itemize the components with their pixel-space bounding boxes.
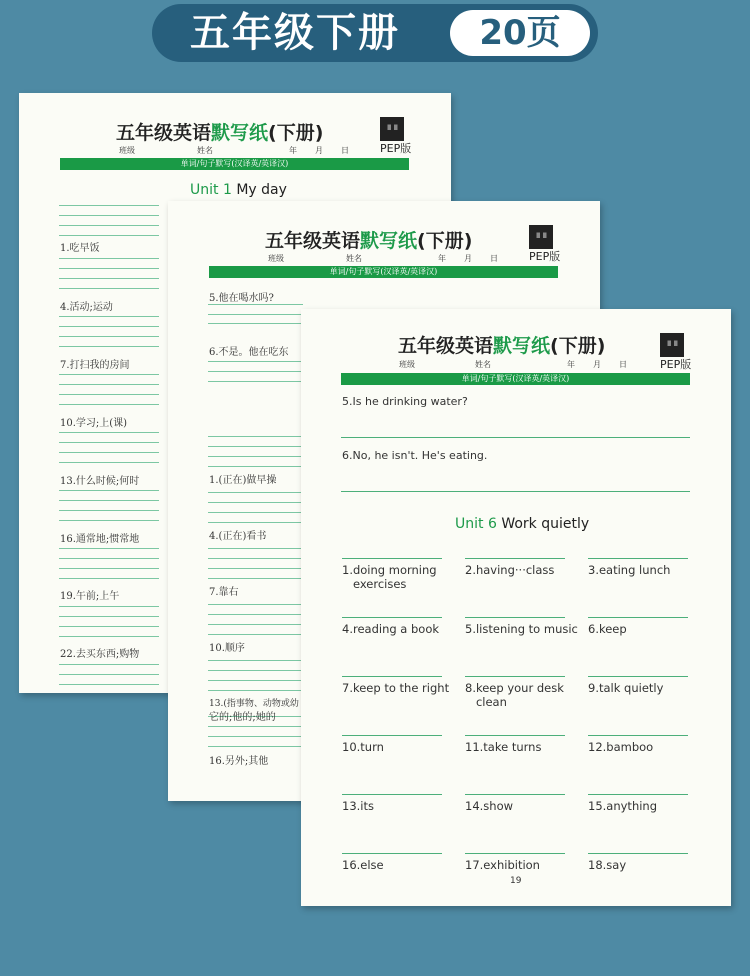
name-label: 姓名	[346, 254, 362, 263]
answer-line	[341, 437, 690, 438]
writing-line	[59, 636, 159, 637]
writing-line	[59, 432, 159, 433]
vocab-item: 13.(指事物、动物或幼	[209, 699, 299, 709]
writing-line	[59, 346, 159, 347]
writing-line	[208, 604, 303, 605]
writing-line	[59, 568, 159, 569]
writing-line	[59, 225, 159, 226]
year-label: 年	[438, 254, 446, 263]
vocab-item: 16.另外;其他	[209, 756, 269, 767]
class-label: 班级	[119, 146, 135, 155]
writing-line	[208, 512, 303, 513]
answer-line	[465, 676, 565, 677]
writing-line	[59, 394, 159, 395]
instruction-bar: 单词/句子默写(汉译英/英译汉)	[209, 266, 558, 278]
writing-line	[59, 520, 159, 521]
answer-line	[588, 794, 688, 795]
answer-line	[465, 794, 565, 795]
writing-line	[59, 288, 159, 289]
unit-heading: Unit 6 Work quietly	[455, 516, 590, 532]
answer-line	[465, 558, 565, 559]
writing-line	[208, 361, 303, 362]
word-item: 16.else	[342, 858, 384, 872]
answer-line	[588, 676, 688, 677]
word-item: 6.keep	[588, 622, 627, 636]
writing-line	[59, 278, 159, 279]
edition-label: PEP版	[380, 142, 412, 155]
word-item: 4.reading a book	[342, 622, 440, 636]
vocab-item: 13.什么时候;何时	[60, 476, 140, 487]
edition-label: PEP版	[529, 250, 561, 263]
answer-line	[465, 617, 565, 618]
writing-line	[208, 660, 303, 661]
word-item: 5.listening to music	[465, 622, 578, 636]
vocab-item: 4.活动;运动	[60, 302, 113, 313]
sentence-item: 6.不是。他在吃东	[209, 347, 289, 358]
writing-line	[208, 492, 303, 493]
word-item: 7.keep to the right	[342, 681, 450, 695]
writing-line	[208, 502, 303, 503]
vocab-item: 16.通常地;惯常地	[60, 534, 140, 545]
answer-line	[342, 853, 442, 854]
writing-line	[208, 726, 303, 727]
writing-line	[208, 371, 303, 372]
writing-line	[59, 664, 159, 665]
word-item: 3.eating lunch	[588, 563, 671, 577]
qr-code-icon	[380, 117, 404, 141]
writing-line	[208, 614, 303, 615]
writing-line	[59, 215, 159, 216]
writing-line	[208, 746, 303, 747]
word-item: 18.say	[588, 858, 627, 872]
writing-line	[59, 336, 159, 337]
day-label: 日	[619, 360, 627, 369]
writing-line	[59, 205, 159, 206]
word-item: 11.take turns	[465, 740, 542, 754]
vocab-item: 10.学习;上(课)	[60, 418, 128, 429]
answer-line	[588, 558, 688, 559]
writing-line	[208, 436, 303, 437]
writing-line	[59, 606, 159, 607]
answer-line	[342, 617, 442, 618]
writing-line	[59, 626, 159, 627]
vocab-item: 22.去买东西;购物	[60, 649, 140, 660]
page-count-badge: 20页	[450, 10, 590, 56]
writing-line	[59, 500, 159, 501]
edition-label: PEP版	[660, 358, 692, 371]
writing-line	[59, 578, 159, 579]
writing-line	[59, 442, 159, 443]
writing-line	[59, 384, 159, 385]
answer-line	[588, 617, 688, 618]
sheet-title: 五年级英语默写纸(下册)	[116, 122, 324, 144]
instruction-bar: 单词/句子默写(汉译英/英译汉)	[341, 373, 690, 385]
word-item: 9.talk quietly	[588, 681, 664, 695]
month-label: 月	[315, 146, 323, 155]
vocab-item: 19.午前;上午	[60, 591, 120, 602]
vocab-item: 4.(正在)看书	[209, 531, 267, 542]
writing-line	[208, 456, 303, 457]
writing-line	[59, 462, 159, 463]
vocab-item: 1.吃早饭	[60, 243, 100, 254]
writing-line	[208, 568, 303, 569]
year-label: 年	[289, 146, 297, 155]
writing-line	[208, 670, 303, 671]
writing-line	[59, 268, 159, 269]
writing-line	[59, 548, 159, 549]
word-item: 10.turn	[342, 740, 384, 754]
answer-line	[341, 491, 690, 492]
writing-line	[208, 558, 303, 559]
sheet-title: 五年级英语默写纸(下册)	[398, 335, 606, 357]
writing-line	[208, 680, 303, 681]
class-label: 班级	[399, 360, 415, 369]
name-label: 姓名	[197, 146, 213, 155]
year-label: 年	[567, 360, 575, 369]
sheet-title: 五年级英语默写纸(下册)	[265, 230, 473, 252]
writing-line	[208, 446, 303, 447]
answer-line	[342, 735, 442, 736]
writing-line	[59, 558, 159, 559]
writing-line	[208, 323, 303, 324]
writing-line	[59, 235, 159, 236]
day-label: 日	[341, 146, 349, 155]
banner-title: 五年级下册	[190, 10, 400, 56]
writing-line	[208, 578, 303, 579]
word-item: 8.keep your desk clean	[465, 681, 564, 709]
answer-line	[465, 735, 565, 736]
writing-line	[59, 684, 159, 685]
vocab-item-cont: 它的;他的;她的	[209, 712, 276, 723]
writing-line	[208, 304, 303, 305]
word-item: 17.exhibition	[465, 858, 540, 872]
month-label: 月	[593, 360, 601, 369]
answer-line	[588, 735, 688, 736]
writing-line	[59, 452, 159, 453]
word-item: 12.bamboo	[588, 740, 654, 754]
writing-line	[208, 548, 303, 549]
writing-line	[208, 522, 303, 523]
writing-line	[208, 634, 303, 635]
name-label: 姓名	[475, 360, 491, 369]
writing-line	[59, 490, 159, 491]
answer-line	[342, 558, 442, 559]
word-item: 2.having···class	[465, 563, 555, 577]
writing-line	[208, 736, 303, 737]
word-item: 1.doing morning exercises	[342, 563, 437, 591]
writing-line	[59, 258, 159, 259]
qr-code-icon	[660, 333, 684, 357]
writing-line	[59, 326, 159, 327]
sentence-answer: 6.No, he isn't. He's eating.	[342, 449, 488, 462]
writing-line	[208, 690, 303, 691]
sentence-item: 5.他在喝水吗?	[209, 293, 274, 304]
writing-line	[59, 510, 159, 511]
class-label: 班级	[268, 254, 284, 263]
sentence-question: 5.Is he drinking water?	[342, 395, 468, 408]
unit-heading: Unit 1 My day	[190, 182, 287, 198]
answer-line	[342, 676, 442, 677]
instruction-bar: 单词/句子默写(汉译英/英译汉)	[60, 158, 409, 170]
writing-line	[59, 404, 159, 405]
writing-line	[59, 616, 159, 617]
answer-line	[342, 794, 442, 795]
writing-line	[208, 466, 303, 467]
word-item: 15.anything	[588, 799, 658, 813]
answer-line	[465, 853, 565, 854]
day-label: 日	[490, 254, 498, 263]
writing-line	[59, 374, 159, 375]
vocab-item: 7.靠右	[209, 587, 239, 598]
month-label: 月	[464, 254, 472, 263]
qr-code-icon	[529, 225, 553, 249]
word-item: 13.its	[342, 799, 374, 813]
writing-line	[208, 314, 303, 315]
word-item: 14.show	[465, 799, 514, 813]
writing-line	[59, 674, 159, 675]
writing-line	[208, 624, 303, 625]
vocab-item: 10.顺序	[209, 643, 245, 654]
writing-line	[59, 316, 159, 317]
vocab-item: 1.(正在)做早操	[209, 475, 277, 486]
vocab-item: 7.打扫我的房间	[60, 360, 130, 371]
page-number: 19	[510, 876, 522, 886]
worksheet-unit-6	[301, 309, 731, 906]
writing-line	[208, 381, 303, 382]
answer-line	[588, 853, 688, 854]
